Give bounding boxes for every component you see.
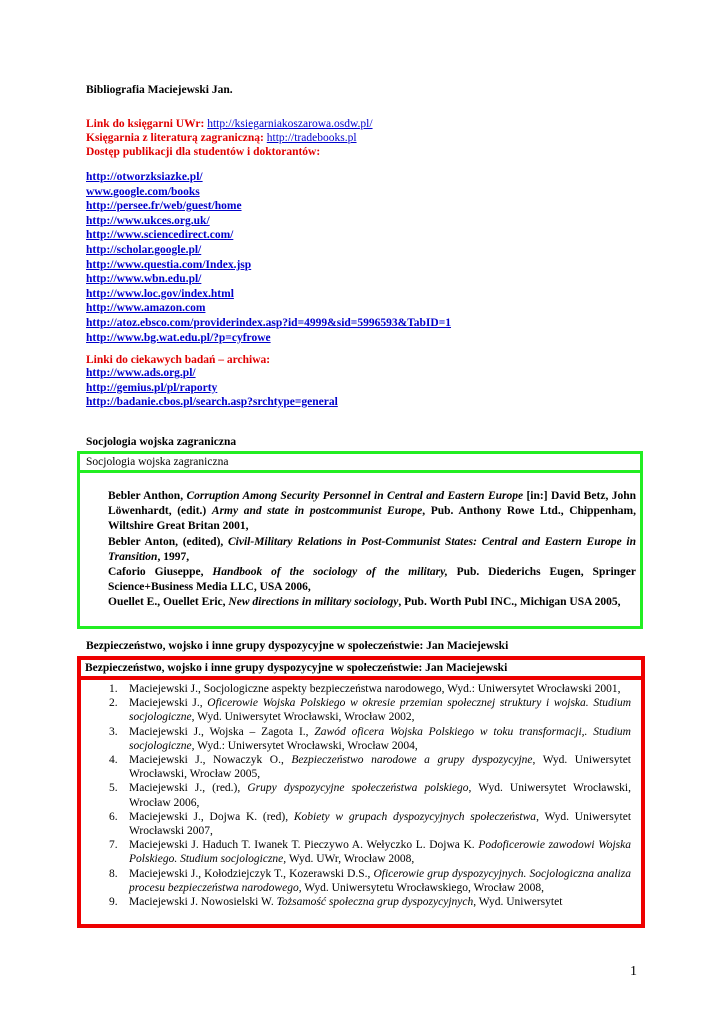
list-item: 8. Maciejewski J., Kołodziejczyk T., Kozerawski D.S., Oficerowie grup dyspozycyjnych. Socjologiczna analiza procesu bezpieczeństwa narodowego, Wyd. Uniwersytetu Wrocławskiego, Wrocław 2008, [109, 867, 631, 894]
resource-link[interactable]: http://www.wbn.edu.pl/ [86, 273, 202, 286]
resource-links [86, 170, 451, 345]
archive-label: Linki do ciekawych badań – archiwa: [86, 354, 271, 366]
uwr-bookstore-line [86, 117, 373, 131]
security-box [77, 656, 645, 928]
list-item: 4. Maciejewski J., Nowaczyk O., Bezpieczeństwo narodowe a grupy dyspozycyjne, Wyd. Uniwersytet Wrocławski, Wrocław 2005, [109, 754, 632, 781]
foreign-bookstore-link[interactable]: http://tradebooks.pl [266, 132, 357, 144]
section-heading-security: Bezpieczeństwo, wojsko i inne grupy dyspozycyjne w społeczeństwie: Jan Maciejewski [86, 640, 509, 652]
list-item: 1. Maciejewski J., Socjologiczne aspekty bezpieczeństwa narodowego, Wyd.: Uniwersytet Wrocławski 2001, [109, 683, 621, 695]
resource-link[interactable]: http://www.sciencedirect.com/ [86, 229, 234, 242]
bibliography-entry: Bebler Anthon, Corruption Among Security Personnel in Central and Eastern Europe [in:] David Betz, John Löwenhardt, (edit.) Army and state in postcommunist Europe, Pub. Anthony Rowe Ltd., Chippenham, Wiltshire Great Britan 2001, [108, 490, 636, 533]
archive-link[interactable]: http://www.ads.org.pl/ [86, 367, 196, 379]
access-label: Dostęp publikacji dla studentów i doktorantów: [86, 146, 321, 158]
foreign-bookstore-label: Księgarnia z literaturą zagraniczną: [86, 132, 267, 144]
military-sociology-entries [108, 489, 636, 611]
list-item: 2. Maciejewski J., Oficerowie Wojska Polskiego w okresie przemian społecznej struktury i wojska. Studium socjologiczne, Wyd. Uniwersytet Wrocławski, Wrocław 2002, [109, 697, 632, 724]
foreign-bookstore-line [86, 131, 357, 145]
military-sociology-box [77, 451, 643, 629]
list-item: 7. Maciejewski J. Haduch T. Iwanek T. Pieczywo A. Wełyczko L. Dojwa K. Podoficerowie zawodowi Wojska Polskiego. Studium socjologiczne, Wyd. UWr, Wrocław 2008, [109, 839, 632, 866]
security-box-header: Bezpieczeństwo, wojsko i inne grupy dyspozycyjne w społeczeństwie: Jan Maciejewski [81, 660, 641, 680]
list-item: 6. Maciejewski J., Dojwa K. (red), Kobiety w grupach dyspozycyjnych społeczeństwa, Wyd. Uniwersytet Wrocławski 2007, [109, 810, 632, 838]
security-reference-list [81, 682, 637, 909]
list-item: 9. Maciejewski J. Nowosielski W. Tożsamość społeczna grup dyspozycyjnych, Wyd. Uniwersytet [109, 896, 563, 909]
bibliography-entry: Ouellet E., Ouellet Eric, New directions in military sociology, Pub. Worth Publ INC., Michigan USA 2005, [108, 596, 621, 609]
bibliography-entry: Caforio Giuseppe, Handbook of the sociology of the military, Pub. Diederichs Eugen, Springer Science+Business Media LLC, USA 2006, [108, 566, 636, 594]
military-sociology-box-header: Socjologia wojska zagraniczna [80, 454, 640, 473]
resource-link[interactable]: http://atoz.ebsco.com/providerindex.asp?id=4999&sid=5996593&TabID=1 [86, 316, 452, 329]
document-title: Bibliografia Maciejewski Jan. [86, 84, 233, 96]
uwr-bookstore-link[interactable]: http://ksiegarniakoszarowa.osdw.pl/ [207, 118, 373, 130]
page-number: 1 [630, 964, 637, 979]
section-heading-military-sociology: Socjologia wojska zagraniczna [86, 436, 237, 448]
list-item: 5. Maciejewski J., (red.), Grupy dyspozycyjne społeczeństwa polskiego, Wyd. Uniwersytet Wrocławski, Wrocław 2006, [109, 782, 631, 809]
resource-link[interactable]: http://scholar.google.pl/ [86, 243, 202, 256]
resource-link[interactable]: http://www.loc.gov/index.html [86, 287, 234, 300]
resource-link[interactable]: http://persee.fr/web/guest/home [86, 200, 242, 213]
resource-link[interactable]: http://www.bg.wat.edu.pl/?p=cyfrowe [86, 331, 271, 344]
resource-link[interactable]: http://otworzksiazke.pl/ [86, 171, 203, 183]
bibliography-entry: Bebler Anton, (edited), Civil-Military Relations in Post-Communist States: Central and Eastern Europe in Transition, 1997, [108, 535, 636, 563]
resource-link[interactable]: http://www.questia.com/Index.jsp [86, 258, 252, 271]
list-item: 3. Maciejewski J., Wojska – Zagota I., Zawód oficera Wojska Polskiego w toku transformacji,. Studium socjologiczne, Wyd.: Uniwersytet Wrocławski, Wrocław 2004, [109, 725, 631, 752]
resource-link[interactable]: www.google.com/books [86, 185, 200, 198]
archive-link[interactable]: http://gemius.pl/pl/raporty [86, 381, 218, 394]
resource-link[interactable]: http://www.amazon.com [86, 302, 206, 315]
resource-link[interactable]: http://www.ukces.org.uk/ [86, 214, 210, 227]
archive-links [86, 366, 338, 410]
archive-link[interactable]: http://badanie.cbos.pl/search.asp?srchtype=general [86, 396, 338, 409]
uwr-bookstore-label: Link do księgarni UWr: [86, 118, 208, 130]
